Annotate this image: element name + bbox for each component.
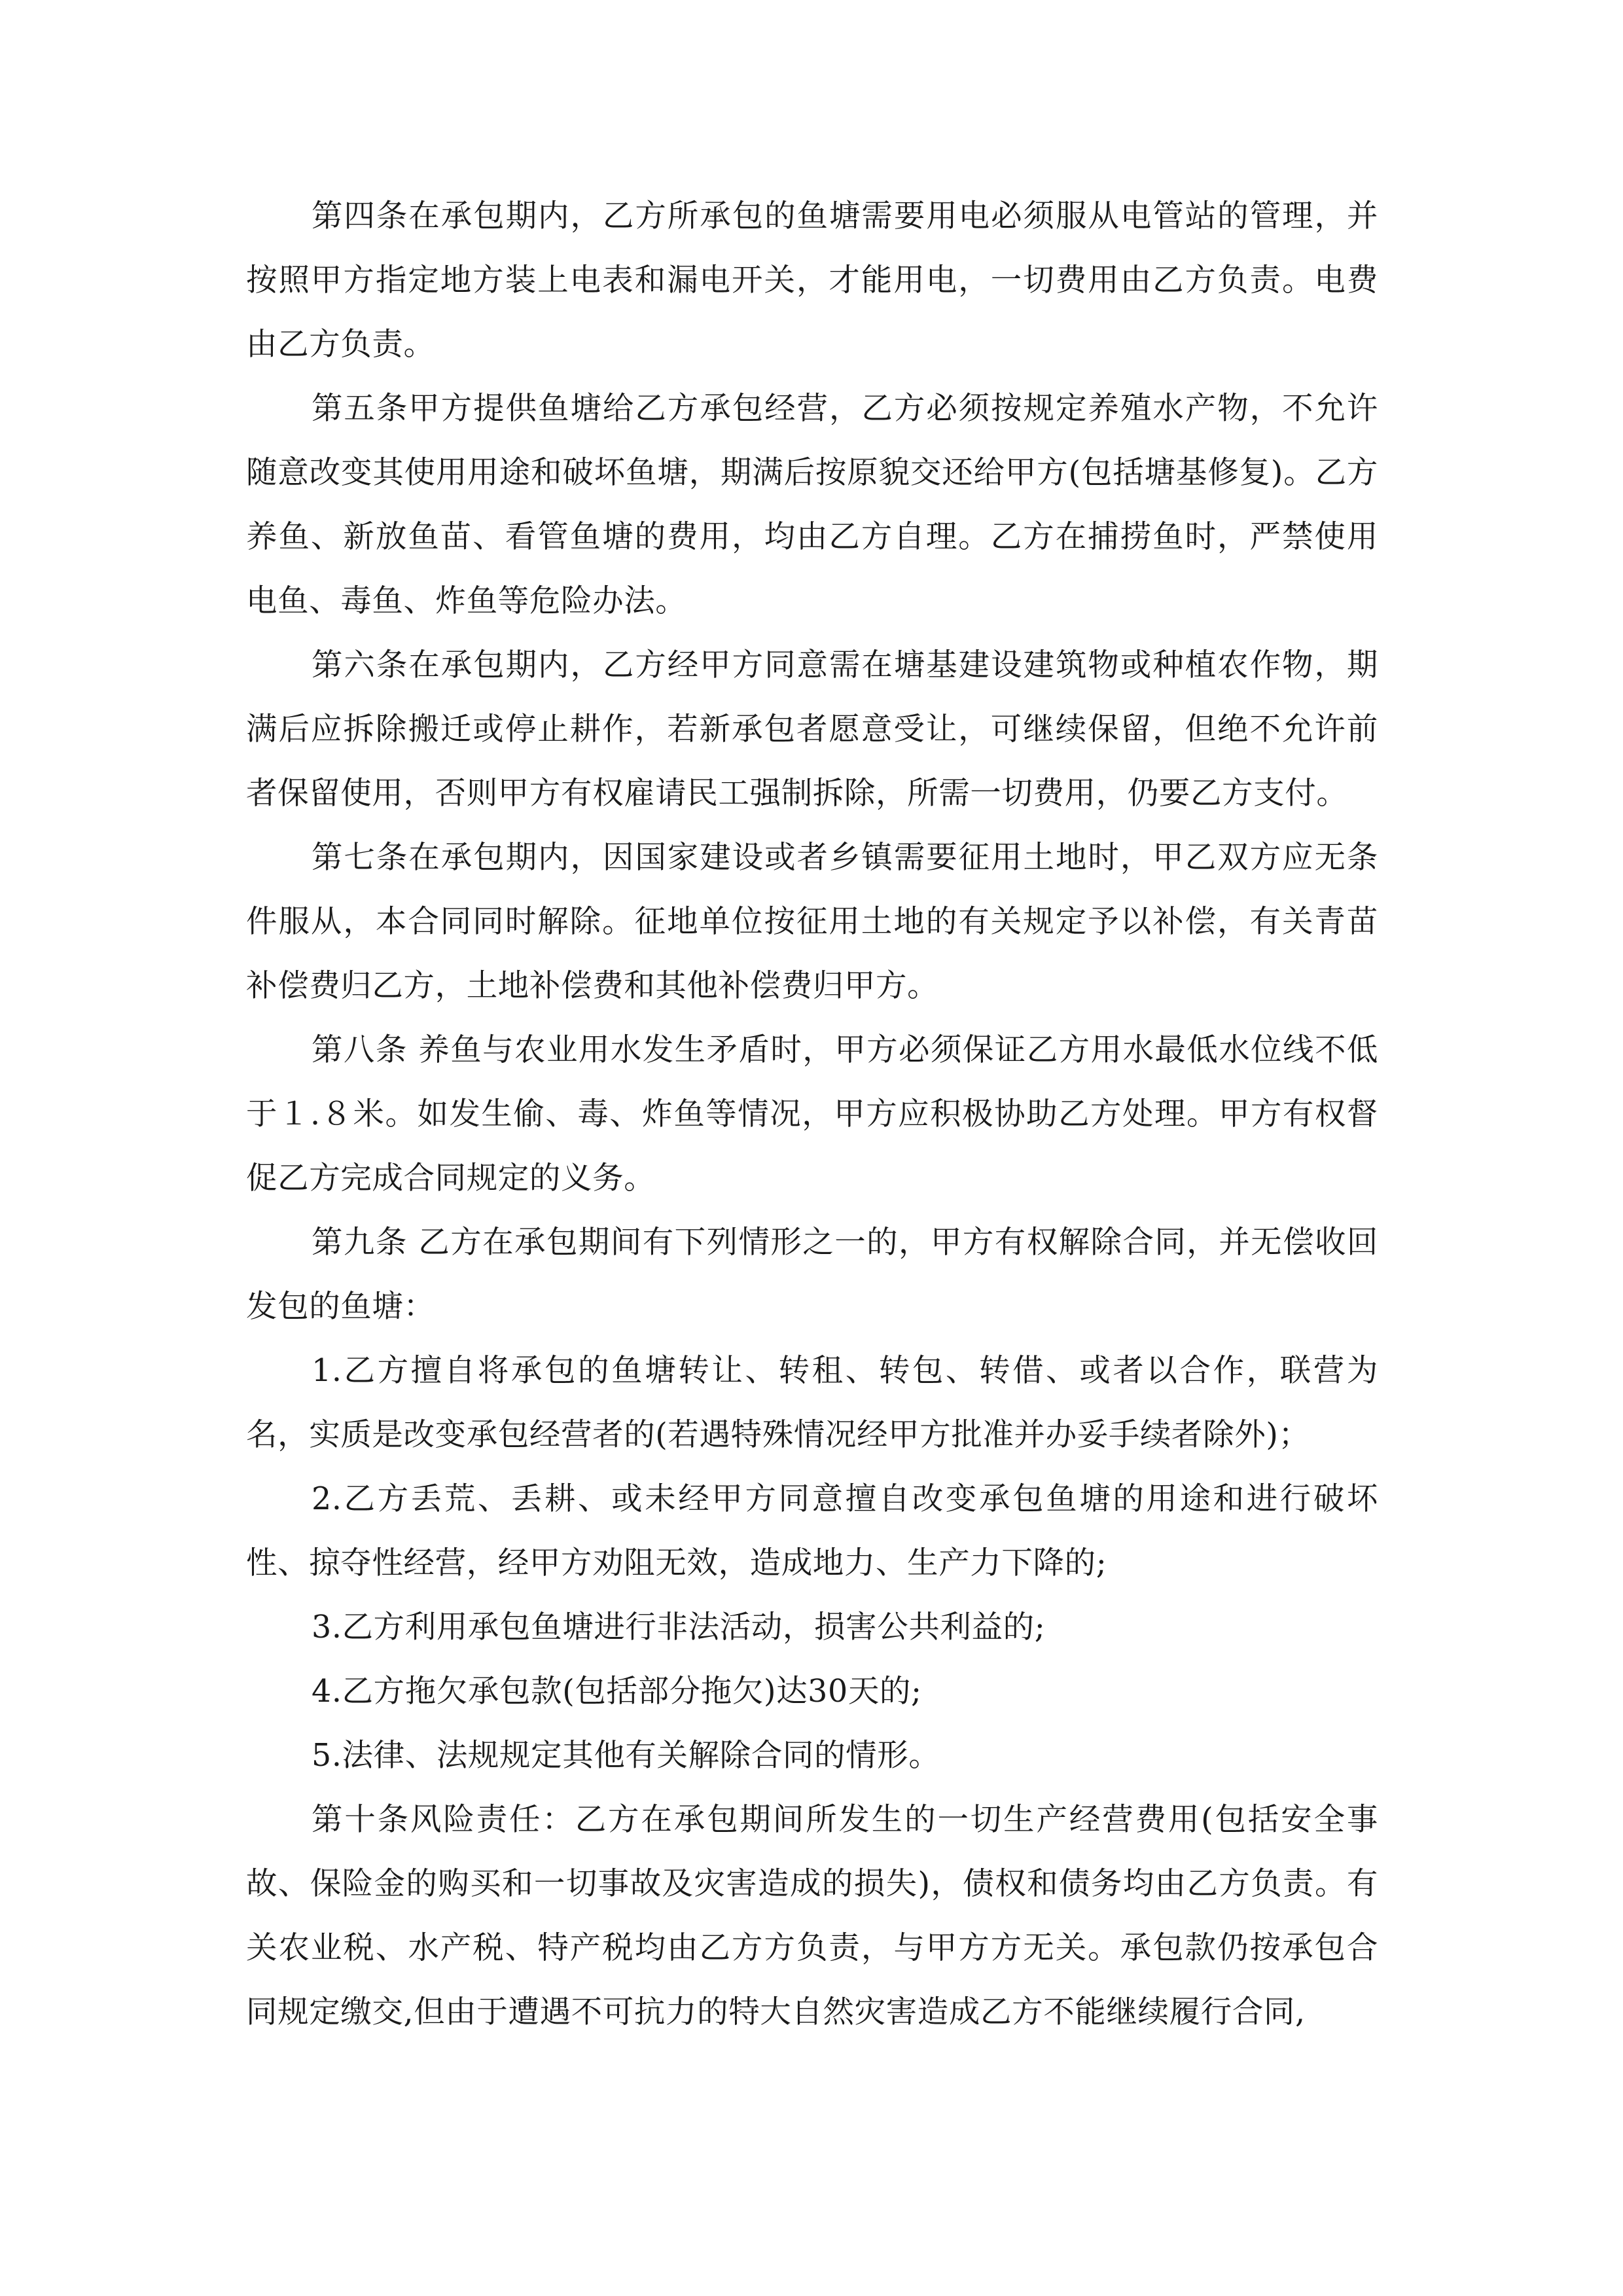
article-9-item-5: 5.法律、法规规定其他有关解除合同的情形。 (312, 1738, 940, 1774)
contract-body (246, 185, 1378, 2045)
article-9-paragraph: 第九条 乙方在承包期间有下列情形之一的，甲方有权解除合同，并无偿收回发包的鱼塘： (246, 1225, 1378, 1325)
article-9-item-2: 2.乙方丢荒、丢耕、或未经甲方同意擅自改变承包鱼塘的用途和进行破坏性、掠夺性经营，经甲方劝阻无效，造成地力、生产力下降的; (246, 1481, 1378, 1581)
article-6-paragraph: 第六条在承包期内，乙方经甲方同意需在塘基建设建筑物或种植农作物，期满后应拆除搬迁或停止耕作，若新承包者愿意受让，可继续保留，但绝不允许前者保留使用，否则甲方有权雇请民工强制拆除，所需一切费用，仍要乙方支付。 (246, 647, 1378, 812)
article-9-item-3: 3.乙方利用承包鱼塘进行非法活动，损害公共利益的; (312, 1609, 1046, 1645)
article-10-paragraph: 第十条风险责任：乙方在承包期间所发生的一切生产经营费用(包括安全事故、保险金的购买和一切事故及灾害造成的损失)，债权和债务均由乙方负责。有关农业税、水产税、特产税均由乙方方负责，与甲方方无关。承包款仍按承包合同规定缴交,但由于遭遇不可抗力的特大自然灾害造成乙方不能继续履行合同, (246, 1802, 1378, 2030)
article-9-item-1: 1.乙方擅自将承包的鱼塘转让、转租、转包、转借、或者以合作，联营为名，实质是改变承包经营者的(若遇特殊情况经甲方批准并办妥手续者除外)； (246, 1353, 1378, 1453)
article-8-paragraph: 第八条 养鱼与农业用水发生矛盾时，甲方必须保证乙方用水最低水位线不低于１.８米。如发生偷、毒、炸鱼等情况，甲方应积极协助乙方处理。甲方有权督促乙方完成合同规定的义务。 (246, 1032, 1378, 1196)
article-7-paragraph: 第七条在承包期内，因国家建设或者乡镇需要征用土地时，甲乙双方应无条件服从，本合同同时解除。征地单位按征用土地的有关规定予以补偿，有关青苗补偿费归乙方，土地补偿费和其他补偿费归甲方。 (246, 840, 1378, 1004)
article-4-paragraph: 第四条在承包期内，乙方所承包的鱼塘需要用电必须服从电管站的管理，并按照甲方指定地方装上电表和漏电开关，才能用电，一切费用由乙方负责。电费由乙方负责。 (246, 198, 1378, 363)
article-5-paragraph: 第五条甲方提供鱼塘给乙方承包经营，乙方必须按规定养殖水产物，不允许随意改变其使用用途和破坏鱼塘，期满后按原貌交还给甲方(包括塘基修复)。乙方养鱼、新放鱼苗、看管鱼塘的费用，均由乙方自理。乙方在捕捞鱼时，严禁使用电鱼、毒鱼、炸鱼等危险办法。 (246, 391, 1378, 619)
article-9-item-4: 4.乙方拖欠承包款(包括部分拖欠)达30天的; (312, 1674, 922, 1710)
